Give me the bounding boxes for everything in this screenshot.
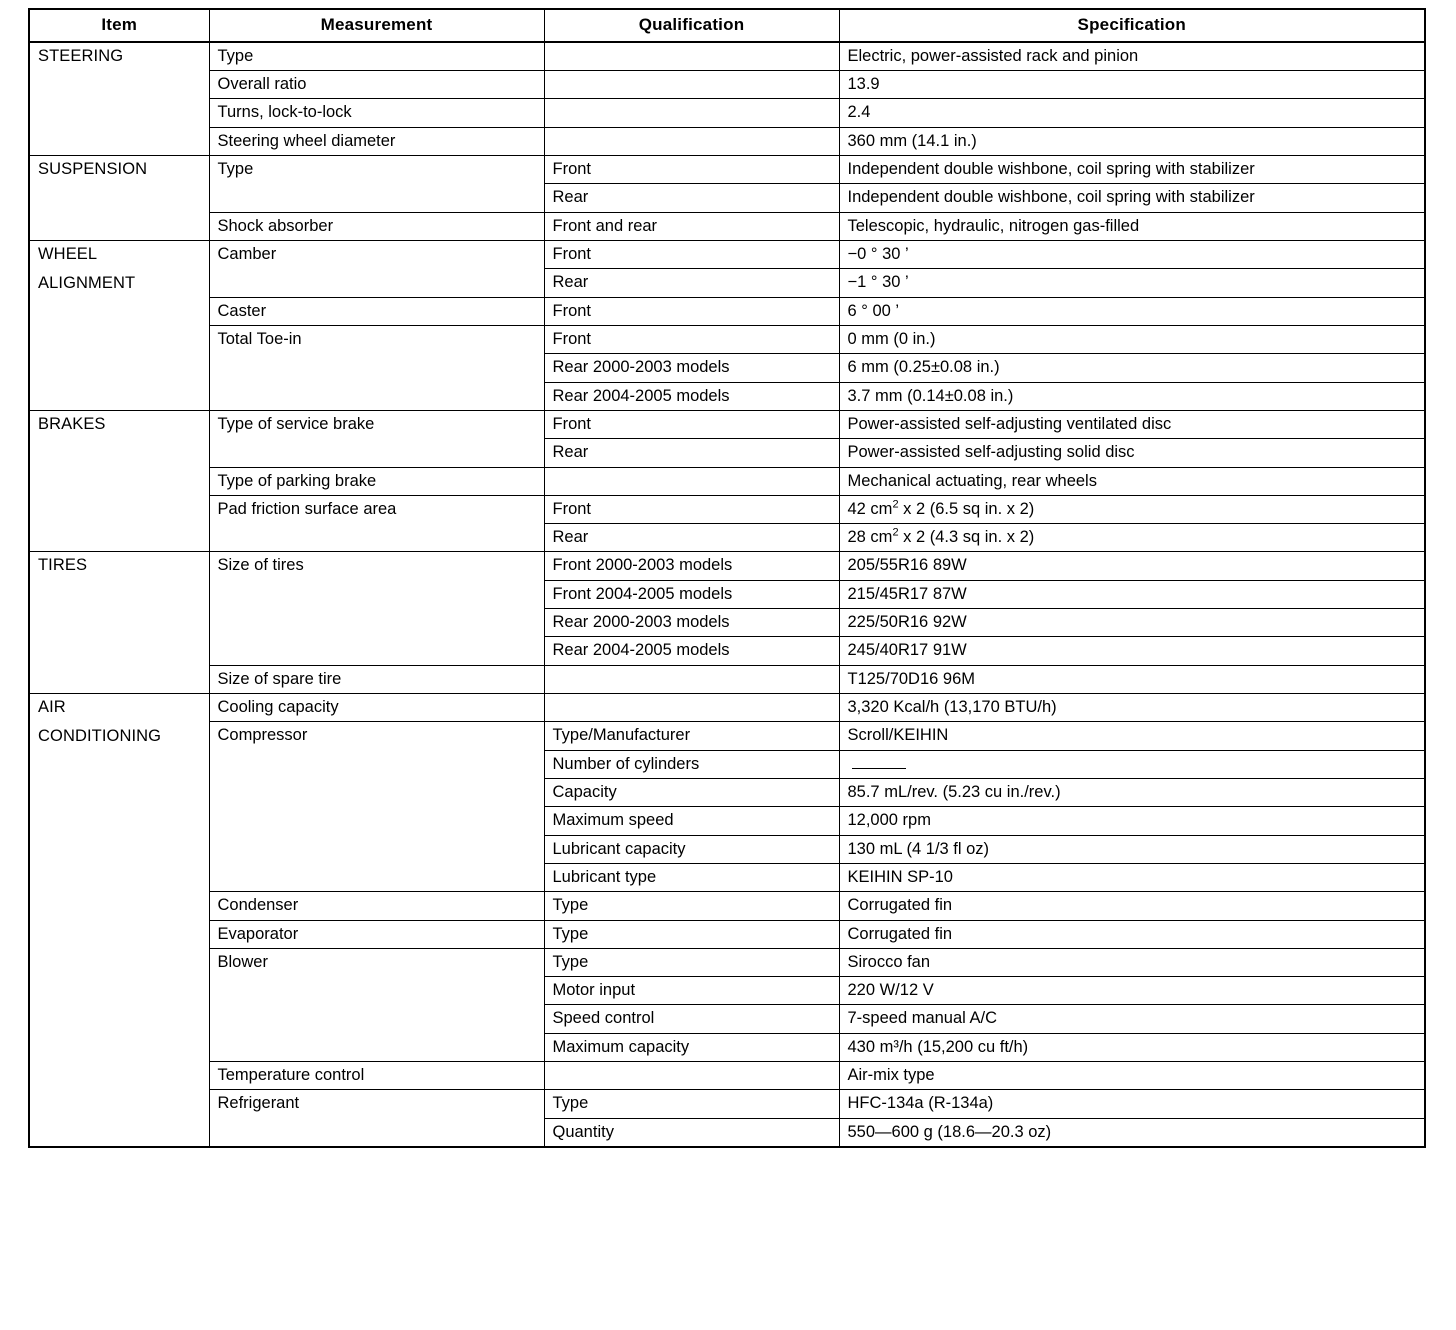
qualification-cell: Front	[544, 495, 839, 523]
qualification-cell: Lubricant type	[544, 863, 839, 891]
specification-cell: 28 $cm^2$ x 2 (4.3 sq in. x 2)	[839, 524, 1425, 552]
qualification-cell: Type	[544, 892, 839, 920]
qualification-cell: Number of cylinders	[544, 750, 839, 778]
measurement-cell: Cooling capacity	[209, 694, 544, 722]
qualification-cell: Type	[544, 948, 839, 976]
table-header	[29, 9, 1425, 42]
specification-cell: 42 $cm^2$ x 2 (6.5 sq in. x 2)	[839, 495, 1425, 523]
table-row	[29, 948, 1425, 976]
specification-cell: T125/70D16 96M	[839, 665, 1425, 693]
table-row	[29, 297, 1425, 325]
specification-cell: Independent double wishbone, coil spring with stabilizer	[839, 156, 1425, 184]
table-row	[29, 467, 1425, 495]
table-header-row	[29, 9, 1425, 42]
item-label-line1: AIR	[38, 698, 66, 717]
specification-cell: 3.7 mm (0.14±0.08 in.)	[839, 382, 1425, 410]
measurement-cell: Refrigerant	[209, 1090, 544, 1147]
qualification-cell: Front 2000-2003 models	[544, 552, 839, 580]
measurement-cell: Pad friction surface area	[209, 495, 544, 552]
table-row	[29, 1062, 1425, 1090]
specifications-table	[28, 8, 1426, 1148]
specification-cell: 0 mm (0 in.)	[839, 325, 1425, 353]
item-cell: BRAKES	[29, 410, 209, 552]
superscript: 2	[892, 498, 899, 511]
specification-cell: Corrugated fin	[839, 920, 1425, 948]
qualification-cell: Speed control	[544, 1005, 839, 1033]
item-label-line2: CONDITIONING	[38, 727, 162, 746]
table-row	[29, 552, 1425, 580]
qualification-cell: Maximum capacity	[544, 1033, 839, 1061]
measurement-cell: Condenser	[209, 892, 544, 920]
table-row	[29, 42, 1425, 71]
specification-cell: Electric, power-assisted rack and pinion	[839, 42, 1425, 71]
qualification-cell: Type/Manufacturer	[544, 722, 839, 750]
qualification-cell: Maximum speed	[544, 807, 839, 835]
specification-cell: 13.9	[839, 71, 1425, 99]
qualification-cell: Front	[544, 297, 839, 325]
item-cell: TIRES	[29, 552, 209, 694]
table-body	[29, 42, 1425, 1147]
table-row	[29, 665, 1425, 693]
measurement-cell: Shock absorber	[209, 212, 544, 240]
superscript: 2	[892, 526, 899, 539]
table-row	[29, 127, 1425, 155]
measurement-cell: Evaporator	[209, 920, 544, 948]
qualification-cell: Lubricant capacity	[544, 835, 839, 863]
qualification-cell: Rear 2000-2003 models	[544, 609, 839, 637]
qualification-cell	[544, 99, 839, 127]
qualification-cell	[544, 467, 839, 495]
table-row	[29, 212, 1425, 240]
specification-cell: 550—600 g (18.6—20.3 oz)	[839, 1118, 1425, 1147]
item-cell: SUSPENSION	[29, 156, 209, 241]
table-row	[29, 71, 1425, 99]
qualification-cell: Type	[544, 920, 839, 948]
specification-cell: 130 mL (4 1/3 fl oz)	[839, 835, 1425, 863]
qualification-cell: Rear	[544, 439, 839, 467]
qualification-cell: Rear	[544, 524, 839, 552]
qualification-cell	[544, 42, 839, 71]
specification-cell: Mechanical actuating, rear wheels	[839, 467, 1425, 495]
specification-cell: 2.4	[839, 99, 1425, 127]
specification-cell: HFC-134a (R-134a)	[839, 1090, 1425, 1118]
table-row	[29, 694, 1425, 722]
specification-cell: Corrugated fin	[839, 892, 1425, 920]
qualification-cell	[544, 127, 839, 155]
column-header-measurement: Measurement	[209, 9, 544, 42]
table-row	[29, 892, 1425, 920]
item-label-line2: ALIGNMENT	[38, 274, 136, 293]
table-row	[29, 156, 1425, 184]
qualification-cell: Front and rear	[544, 212, 839, 240]
specification-cell: 430 m³/h (15,200 cu ft/h)	[839, 1033, 1425, 1061]
table-row	[29, 495, 1425, 523]
specification-cell: Sirocco fan	[839, 948, 1425, 976]
specification-cell: 215/45R17 87W	[839, 580, 1425, 608]
measurement-cell: Camber	[209, 241, 544, 298]
qualification-cell: Front	[544, 410, 839, 438]
measurement-cell: Type of parking brake	[209, 467, 544, 495]
specification-cell: Power-assisted self-adjusting ventilated disc	[839, 410, 1425, 438]
measurement-cell: Size of tires	[209, 552, 544, 665]
specification-cell: 12,000 rpm	[839, 807, 1425, 835]
measurement-cell: Turns, lock-to-lock	[209, 99, 544, 127]
qualification-cell	[544, 694, 839, 722]
qualification-cell: Capacity	[544, 778, 839, 806]
qualification-cell: Front 2004-2005 models	[544, 580, 839, 608]
column-header-qualification: Qualification	[544, 9, 839, 42]
table-row	[29, 241, 1425, 269]
empty-value-dash	[852, 759, 906, 769]
specification-cell: −0 ° 30 ’	[839, 241, 1425, 269]
qualification-cell: Front	[544, 325, 839, 353]
column-header-specification: Specification	[839, 9, 1425, 42]
qualification-cell: Front	[544, 241, 839, 269]
specification-cell: 205/55R16 89W	[839, 552, 1425, 580]
measurement-cell: Type of service brake	[209, 410, 544, 467]
specification-cell: 85.7 mL/rev. (5.23 cu in./rev.)	[839, 778, 1425, 806]
qualification-cell: Rear	[544, 184, 839, 212]
measurement-cell: Type	[209, 156, 544, 213]
measurement-cell: Type	[209, 42, 544, 71]
specification-cell: Power-assisted self-adjusting solid disc	[839, 439, 1425, 467]
qualification-cell	[544, 1062, 839, 1090]
specification-cell: Air-mix type	[839, 1062, 1425, 1090]
measurement-cell: Size of spare tire	[209, 665, 544, 693]
qualification-cell: Rear 2000-2003 models	[544, 354, 839, 382]
specification-cell: −1 ° 30 ’	[839, 269, 1425, 297]
specification-cell: KEIHIN SP-10	[839, 863, 1425, 891]
specification-cell: Scroll/KEIHIN	[839, 722, 1425, 750]
qualification-cell: Rear	[544, 269, 839, 297]
specification-cell: 7-speed manual A/C	[839, 1005, 1425, 1033]
specification-cell: Telescopic, hydraulic, nitrogen gas-filled	[839, 212, 1425, 240]
specification-cell: 6 mm (0.25±0.08 in.)	[839, 354, 1425, 382]
table-row	[29, 325, 1425, 353]
qualification-cell	[544, 665, 839, 693]
specification-cell: 220 W/12 V	[839, 977, 1425, 1005]
table-row	[29, 722, 1425, 750]
measurement-cell: Steering wheel diameter	[209, 127, 544, 155]
measurement-cell: Overall ratio	[209, 71, 544, 99]
specification-cell: 3,320 Kcal/h (13,170 BTU/h)	[839, 694, 1425, 722]
measurement-cell: Blower	[209, 948, 544, 1061]
measurement-cell: Total Toe-in	[209, 325, 544, 410]
measurement-cell: Compressor	[209, 722, 544, 892]
specification-cell: 245/40R17 91W	[839, 637, 1425, 665]
item-cell	[29, 694, 209, 1148]
specification-cell: 225/50R16 92W	[839, 609, 1425, 637]
specification-cell	[839, 750, 1425, 778]
specification-cell: Independent double wishbone, coil spring with stabilizer	[839, 184, 1425, 212]
qualification-cell: Rear 2004-2005 models	[544, 382, 839, 410]
specification-cell: 6 ° 00 ’	[839, 297, 1425, 325]
specification-cell: 360 mm (14.1 in.)	[839, 127, 1425, 155]
qualification-cell	[544, 71, 839, 99]
item-cell	[29, 241, 209, 411]
measurement-cell: Caster	[209, 297, 544, 325]
qualification-cell: Motor input	[544, 977, 839, 1005]
qualification-cell: Front	[544, 156, 839, 184]
item-label-line1: WHEEL	[38, 245, 98, 264]
table-row	[29, 99, 1425, 127]
qualification-cell: Rear 2004-2005 models	[544, 637, 839, 665]
qualification-cell: Type	[544, 1090, 839, 1118]
item-cell: STEERING	[29, 42, 209, 156]
qualification-cell: Quantity	[544, 1118, 839, 1147]
table-row	[29, 410, 1425, 438]
table-row	[29, 1090, 1425, 1118]
column-header-item: Item	[29, 9, 209, 42]
table-row	[29, 920, 1425, 948]
measurement-cell: Temperature control	[209, 1062, 544, 1090]
